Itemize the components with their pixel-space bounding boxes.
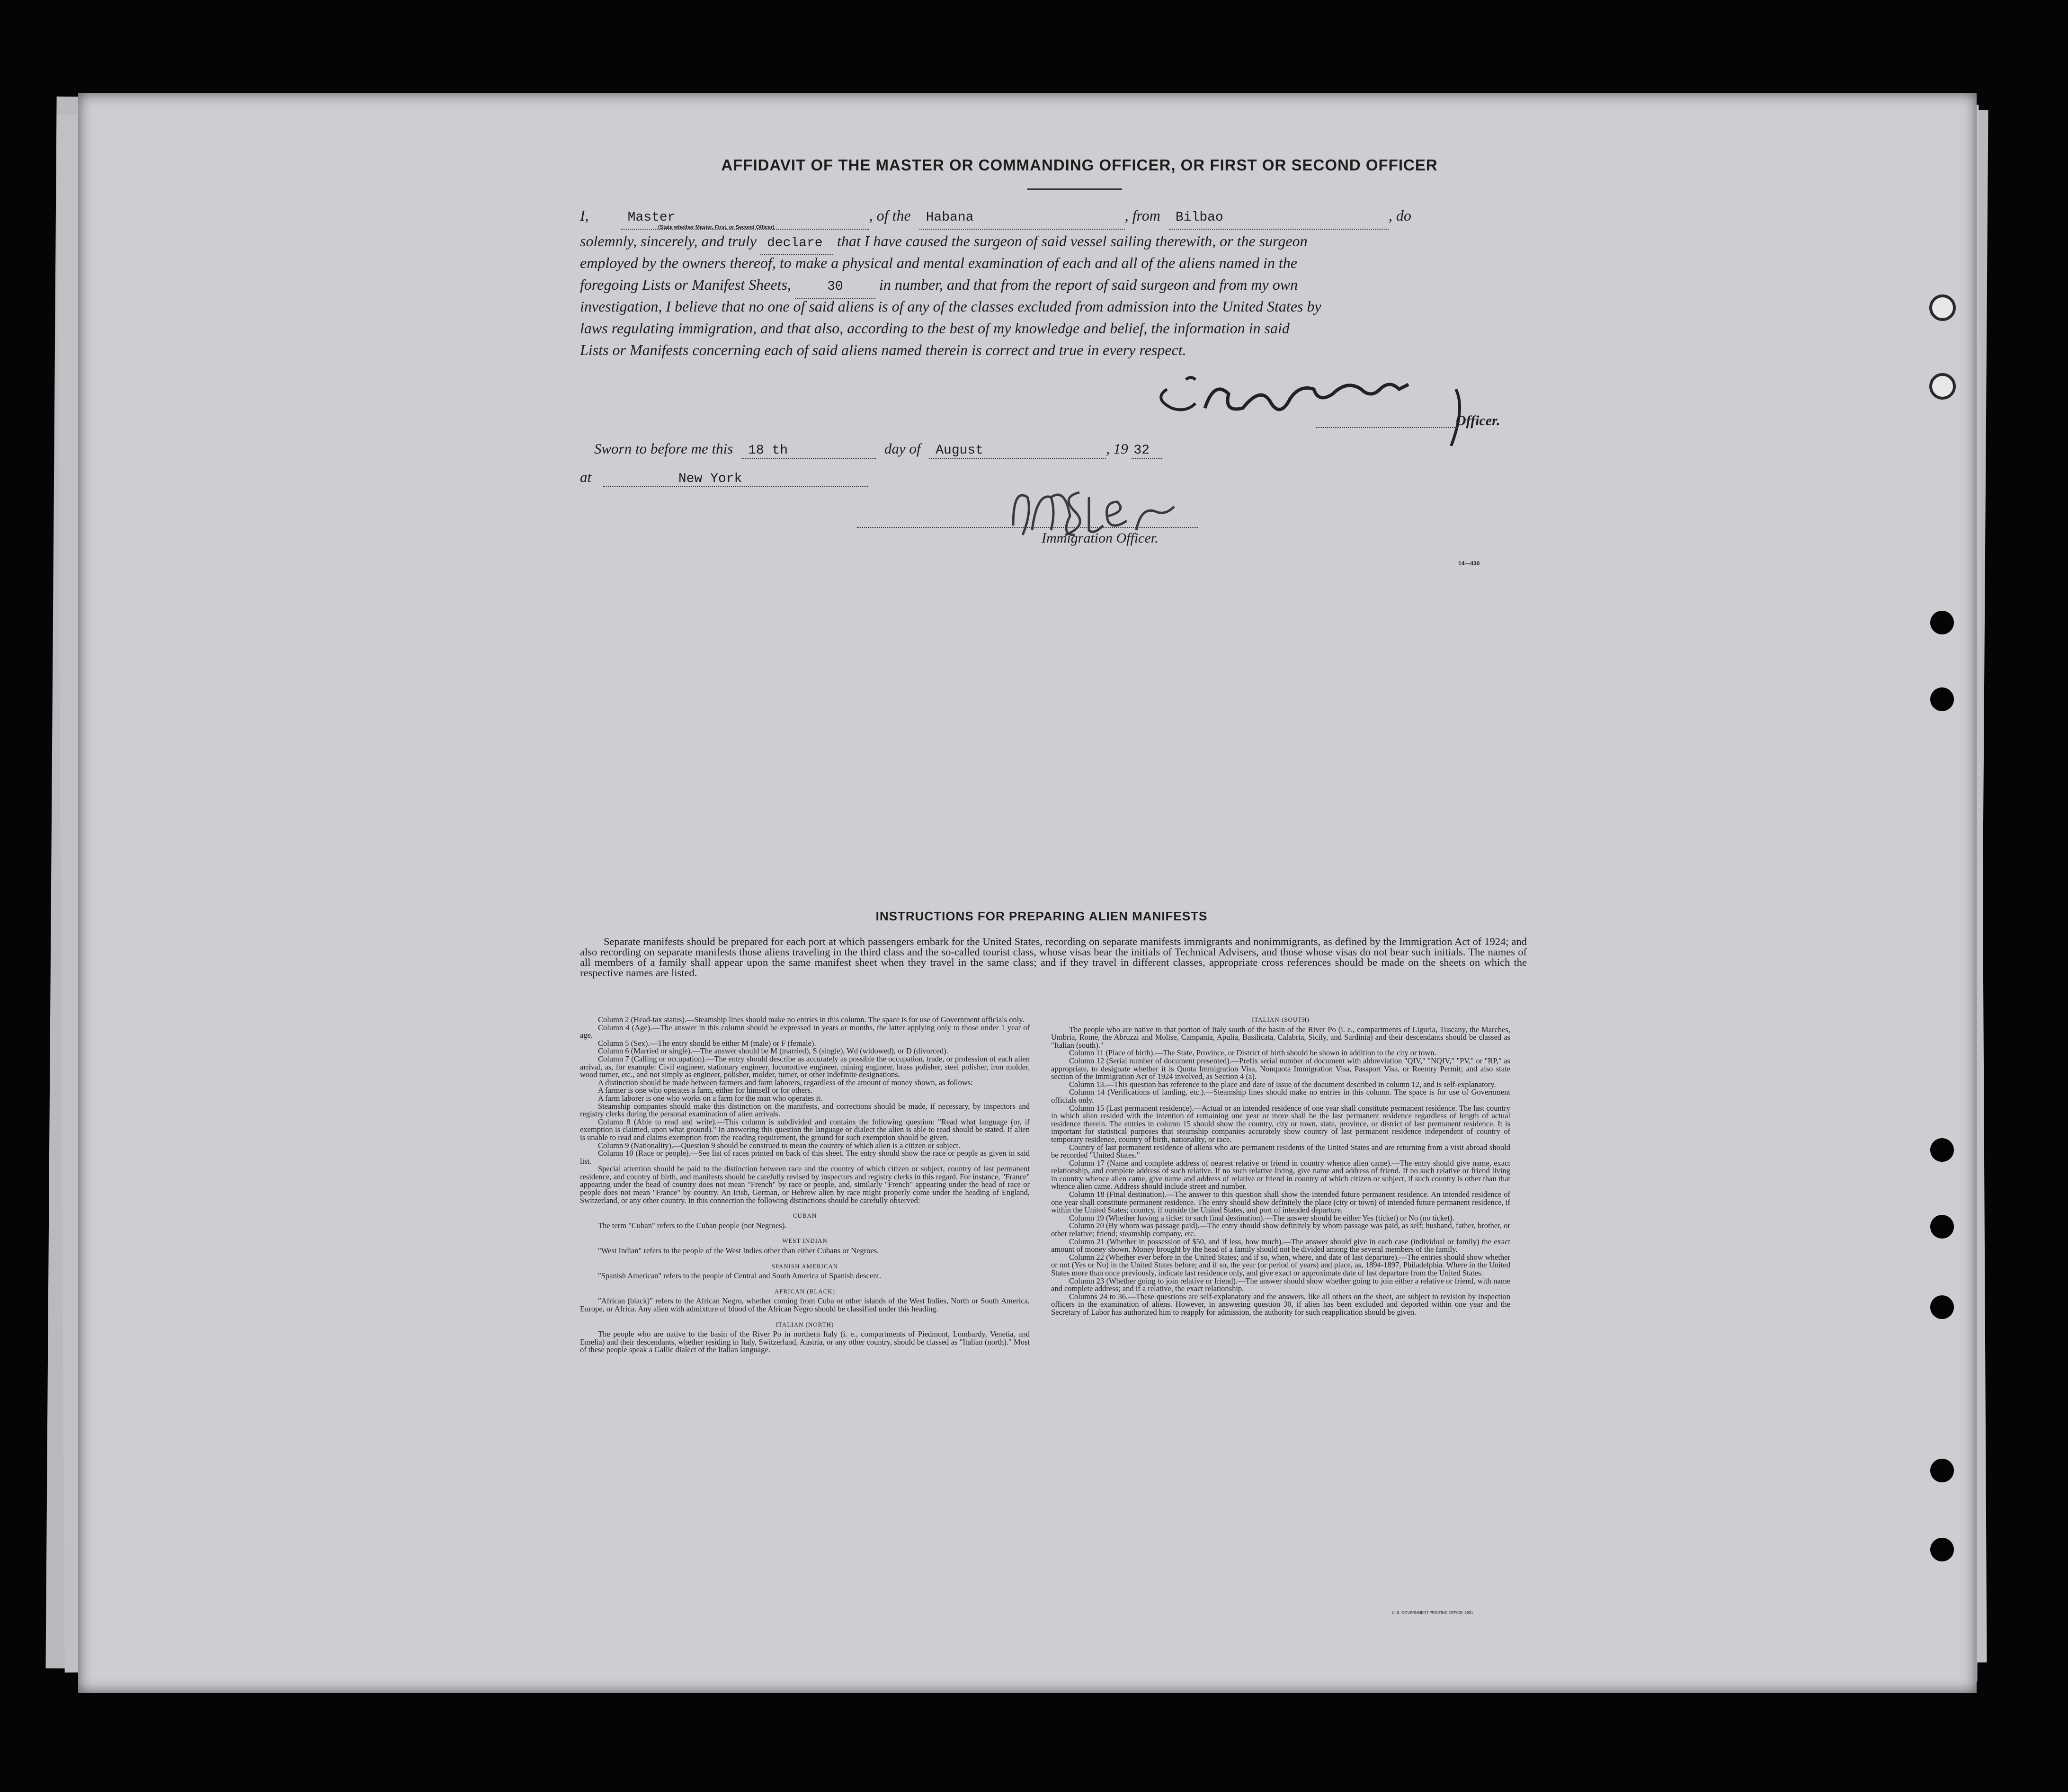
sheets-field: 30 xyxy=(795,276,875,299)
ship-field: Habana xyxy=(919,207,1125,230)
instruction-paragraph: Column 17 (Name and complete address of nearest relative or friend in country whence alien came).—The entry should give name, exact relationship, and complete address of such relative. If no such relative living, give name and address of friend. If no such relative or friend living in country whence alien came, give name and address of relative or friend in country of which citizen or subject, if such country is other than that whence alien came. Address should include street and number. xyxy=(1051,1158,1510,1191)
instruction-paragraph: A farmer is one who operates a farm, either for himself or for others. xyxy=(598,1086,813,1095)
master-field: Master xyxy=(621,207,869,230)
instruction-paragraph: Column 21 (Whether in possession of $50, and if less, how much).—The answer should give in each case (individual or family) the exact amount of money shown. Money brought by the head of a family should not be divided among the several members of the family. xyxy=(1051,1237,1510,1254)
instruction-paragraph: Column 13.—This question has reference to the place and date of issue of the document described in column 12, and is self-explanatory. xyxy=(1069,1079,1496,1089)
instruction-paragraph: Column 10 (Race or people).—See list of races printed on back of this sheet. The entry should show the race or people as given in said list. xyxy=(580,1149,1030,1166)
instructions-title: INSTRUCTIONS FOR PREPARING ALIEN MANIFESTS xyxy=(875,909,1208,923)
instruction-paragraph: Column 11 (Place of birth).—The State, Province, or District of birth should be shown in addition to the city or town. xyxy=(1069,1048,1436,1058)
punch-hole xyxy=(1930,1459,1954,1482)
section-heading: ITALIAN (NORTH) xyxy=(776,1320,834,1328)
day-field: 18 th xyxy=(741,443,876,459)
officer-label: Officer. xyxy=(1456,413,1500,428)
instructions-intro: Separate manifests should be prepared for each port at which passengers embark for the United States, recording on separate manifests immigrants and nonimmigrants, as defined by the Immigration Act of 1924; and also recording on separate manifests those aliens traveling in the third class and the so-called tourist class, whose visas bear the initials of Technical Advisers, and those whose visas do not bear such initials. The names of all members of a family shall appear upon the same manifest sheet when they travel in the same class; and if they travel in different classes, appropriate cross references should be made on the sheets on which the respective names are listed. xyxy=(580,936,1527,979)
officer-signature-line xyxy=(1316,427,1458,428)
instruction-paragraph: A distinction should be made between farmers and farm laborers, regardless of the amount of money shown, as follows: xyxy=(598,1078,973,1087)
port-field: Bilbao xyxy=(1169,207,1389,230)
section-text: "Spanish American" refers to the people of Central and South America of Spanish descent. xyxy=(598,1271,882,1281)
instructions-right-column xyxy=(1051,1016,1510,1317)
at-line xyxy=(580,469,868,487)
section-text: "West Indian" refers to the people of the West Indies other than either Cubans or Negroes. xyxy=(598,1246,879,1256)
punch-hole xyxy=(1929,373,1956,400)
place-field: New York xyxy=(603,472,868,487)
section-heading: WEST INDIAN xyxy=(782,1237,828,1245)
declare-field: declare xyxy=(760,232,833,255)
officer-signature xyxy=(1153,356,1484,446)
punch-hole xyxy=(1930,1138,1954,1162)
instruction-paragraph: Column 20 (By whom was passage paid).—The entry should show definitely by whom passage was paid, as self; husband, father, brother, or other relative; friend; steamship company, etc. xyxy=(1051,1221,1510,1239)
punch-hole xyxy=(1929,294,1956,321)
title-divider xyxy=(1027,188,1122,190)
sworn-label: Sworn to before me this xyxy=(594,440,733,457)
instruction-paragraph: Column 9 (Nationality).—Question 9 should be construed to mean the country of which alien is a citizen or subject. xyxy=(598,1141,961,1150)
instruction-paragraph: Column 5 (Sex).—The entry should be either M (male) or F (female). xyxy=(598,1038,816,1048)
state-note: (State whether Master, First, or Second Officer) xyxy=(658,224,775,230)
do-label: , do xyxy=(1388,207,1411,224)
line4-b: in number, and that from the report of said surgeon and from my own xyxy=(879,276,1298,293)
sworn-line xyxy=(594,440,1162,459)
section-heading: CUBAN xyxy=(793,1212,817,1220)
instruction-paragraph: Column 14 (Verifications of landing, etc.).—Steamship lines should make no entries in this column. The space is for use of Government officials only. xyxy=(1051,1088,1510,1105)
section-heading: AFRICAN (BLACK) xyxy=(774,1287,836,1295)
section-text: The people who are native to the basin of the River Po in northern Italy (i. e., compartments of Piedmont, Lombardy, Venetia, and Emelia) and their descendants, whether residing in Italy, Switzerland, Austria, or any other country, should be classed as "Italian (north)." Most of these people speak a Gallic dialect of the Italian language. xyxy=(580,1329,1030,1355)
instruction-paragraph: Column 18 (Final destination).—The answer to this question shall show the intended future permanent residence. An intended residence of one year shall constitute permanent residence. The entry should show definitely the place (city or town) of intended future permanent residence, if within the United States; country, if outside the United States, and port of intended departure. xyxy=(1051,1190,1510,1215)
affidavit-line-7: Lists or Manifests concerning each of said aliens named therein is correct and true in every respect. xyxy=(580,341,1186,358)
instruction-paragraph: Column 22 (Whether ever before in the United States; and if so, when, where, and date of last departure).—The entries should show whether or not (Yes or No) in the United States before; and if so, the year (or period of years) and place, as, 1894-1897, Philadelphia. Where in the United States more than once previously, indicate last residence only, and give exact or approximate date of last departure from the United States. xyxy=(1051,1252,1510,1277)
instruction-paragraph: The people who are native to that portion of Italy south of the basin of the River Po (i. e., compartments of Liguria, Tuscany, the Marches, Umbria, Rome, the Abruzzi and Molise, Campania, Apulia, Basilicata, Calabria, Sicily, and Sardinia) and their descendants should be classed as "Italian (south)." xyxy=(1051,1025,1510,1050)
affidavit-line-6: laws regulating immigration, and that also, according to the best of my knowledge and belief, the information in said xyxy=(580,320,1290,337)
immigration-signature-line xyxy=(857,527,1198,528)
line4-a: foregoing Lists or Manifest Sheets, xyxy=(580,276,791,293)
instruction-paragraph: Column 7 (Calling or occupation).—The entry should describe as accurately as possible the occupation, trade, or profession of each alien arrival, as, for example: Civil engineer, stationary engineer, locomotive engineer, mining engineer, brass polisher, steel polisher, iron molder, wood turner, etc., and not simply as engineer, polisher, molder, turner, or other indefinite designations. xyxy=(580,1054,1030,1079)
section-heading: SPANISH AMERICAN xyxy=(771,1262,838,1270)
from-label: , from xyxy=(1124,207,1160,224)
line2-a: solemnly, sincerely, and truly xyxy=(580,232,757,250)
punch-hole xyxy=(1930,1538,1954,1561)
instruction-paragraph: Column 12 (Serial number of document presented).—Prefix serial number of document with abbreviation "QIV," "NQIV," "PV," or "RP," as appropriate, to designate whether it is Quota Immigration Visa, Nonquota Immigration Visa, Passport Visa, or Reentry Permit; and also state section of the Immigration Act of 1924 involved, as Section 4 (a). xyxy=(1051,1056,1510,1081)
instruction-paragraph: Country of last permanent residence of aliens who are permanent residents of the United States and are returning from a visit abroad should be recorded "United States." xyxy=(1051,1142,1510,1160)
instruction-paragraph: Column 15 (Last permanent residence).—Actual or an intended residence of one year shall constitute permanent residence. The last country in which alien resided with the intention of remaining one year or more shall be the last permanent residence regardless of length of actual residence therein. The entries in column 15 should show the country, city or town, state, province, or district of last permanent residence. It is important for statistical purposes that steamship companies accurately show country of last permanent residence independent of country of temporary residence, country of birth, nationality, or race. xyxy=(1051,1103,1510,1144)
immigration-officer-label: Immigration Officer. xyxy=(1042,530,1159,546)
instruction-paragraph: Column 19 (Whether having a ticket to such final destination).—The answer should be either Yes (ticket) or No (no ticket). xyxy=(1069,1213,1454,1222)
affidavit-title: AFFIDAVIT OF THE MASTER OR COMMANDING OFFICER, OR FIRST OR SECOND OFFICER xyxy=(721,156,1438,174)
of-the-label: , of the xyxy=(869,207,911,224)
punch-hole xyxy=(1930,687,1954,711)
printer-note: U. S. GOVERNMENT PRINTING OFFICE: 1931 xyxy=(1392,1611,1473,1615)
day-of-label: day of xyxy=(884,440,921,457)
i-label: I, xyxy=(580,207,589,224)
instruction-paragraph: Column 4 (Age).—The answer in this column should be expressed in years or months, the latter applying only to those under 1 year of age. xyxy=(580,1023,1030,1040)
instruction-paragraph: Column 2 (Head-tax status).—Steamship lines should make no entries in this column. The space is for use of Government officials only. xyxy=(598,1015,1025,1024)
instruction-paragraph: Column 23 (Whether going to join relative or friend).—The answer should show whether going to join either a relative or friend, with name and complete address; and if a relative, the exact relationship. xyxy=(1051,1276,1510,1293)
instruction-paragraph: Column 6 (Married or single).—The answer should be M (married), S (single), Wd (widowed), or D (divorced). xyxy=(598,1046,948,1056)
section-heading: ITALIAN (SOUTH) xyxy=(1252,1016,1310,1023)
section-text: "African (black)" refers to the African Negro, whether coming from Cuba or other islands of the West Indies, North or South America, Europe, or Africa. Any alien with admixture of blood of the African Negro should be classified under this heading. xyxy=(580,1296,1030,1313)
affidavit-line-3: employed by the owners thereof, to make a physical and mental examination of each and all of the aliens named in the xyxy=(580,254,1297,271)
section-text: The term "Cuban" refers to the Cuban people (not Negroes). xyxy=(598,1221,787,1230)
instruction-paragraph: Special attention should be paid to the distinction between race and the country of which citizen or subject, country of last permanent residence, and country of birth, and manifests should be carefully revised by inspectors and registry clerks in this regard. For instance, "France" appearing under the head of country does not mean "French" by race or people, and, similarly "French" appearing under the head of race or people does not mean "France" by country. An Irish, German, or Hebrew alien by race might properly come under the heading of England, Switzerland, or any other country. In this connection the following distinctions should be carefully observed: xyxy=(580,1164,1030,1205)
year-field: 32 xyxy=(1132,443,1162,459)
punch-hole xyxy=(1930,1295,1954,1319)
instruction-paragraph: Column 8 (Able to read and write).—This column is subdivided and contains the following question: "Read what language (or, if exemption is claimed, upon what ground)." In answering this question the language or dialect the alien is able to read should be stated. If alien is unable to read and claims exemption from the reading requirement, the ground for such exemption should be given. xyxy=(580,1117,1030,1142)
line2-b: that I have caused the surgeon of said vessel sailing therewith, or the surgeon xyxy=(837,232,1308,250)
instruction-paragraph: Steamship companies should make this distinction on the manifests, and corrections should be made, if necessary, by inspectors and registry clerks during the personal examination of alien arrivals. xyxy=(580,1101,1030,1119)
year-label: , 19 xyxy=(1106,440,1128,457)
instructions-left-column xyxy=(580,1016,1030,1354)
month-field: August xyxy=(929,443,1106,459)
affidavit-line-5: investigation, I believe that no one of said aliens is of any of the classes excluded from admission into the United States by xyxy=(580,298,1321,315)
at-label: at xyxy=(580,469,592,485)
punch-hole xyxy=(1930,1215,1954,1239)
instruction-paragraph: A farm laborer is one who works on a farm for the man who operates it. xyxy=(598,1093,822,1103)
form-number: 14—430 xyxy=(1458,560,1480,567)
punch-hole xyxy=(1930,611,1954,634)
instruction-paragraph: Columns 24 to 36.—These questions are self-explanatory and the answers, like all others on the sheet, are subject to revision by inspection officers in the examination of aliens. However, in answering question 30, if alien has been excluded and deported within one year and the Secretary of Labor has authorized him to reapply for admission, the authority for such reapplication should be given. xyxy=(1051,1292,1510,1317)
